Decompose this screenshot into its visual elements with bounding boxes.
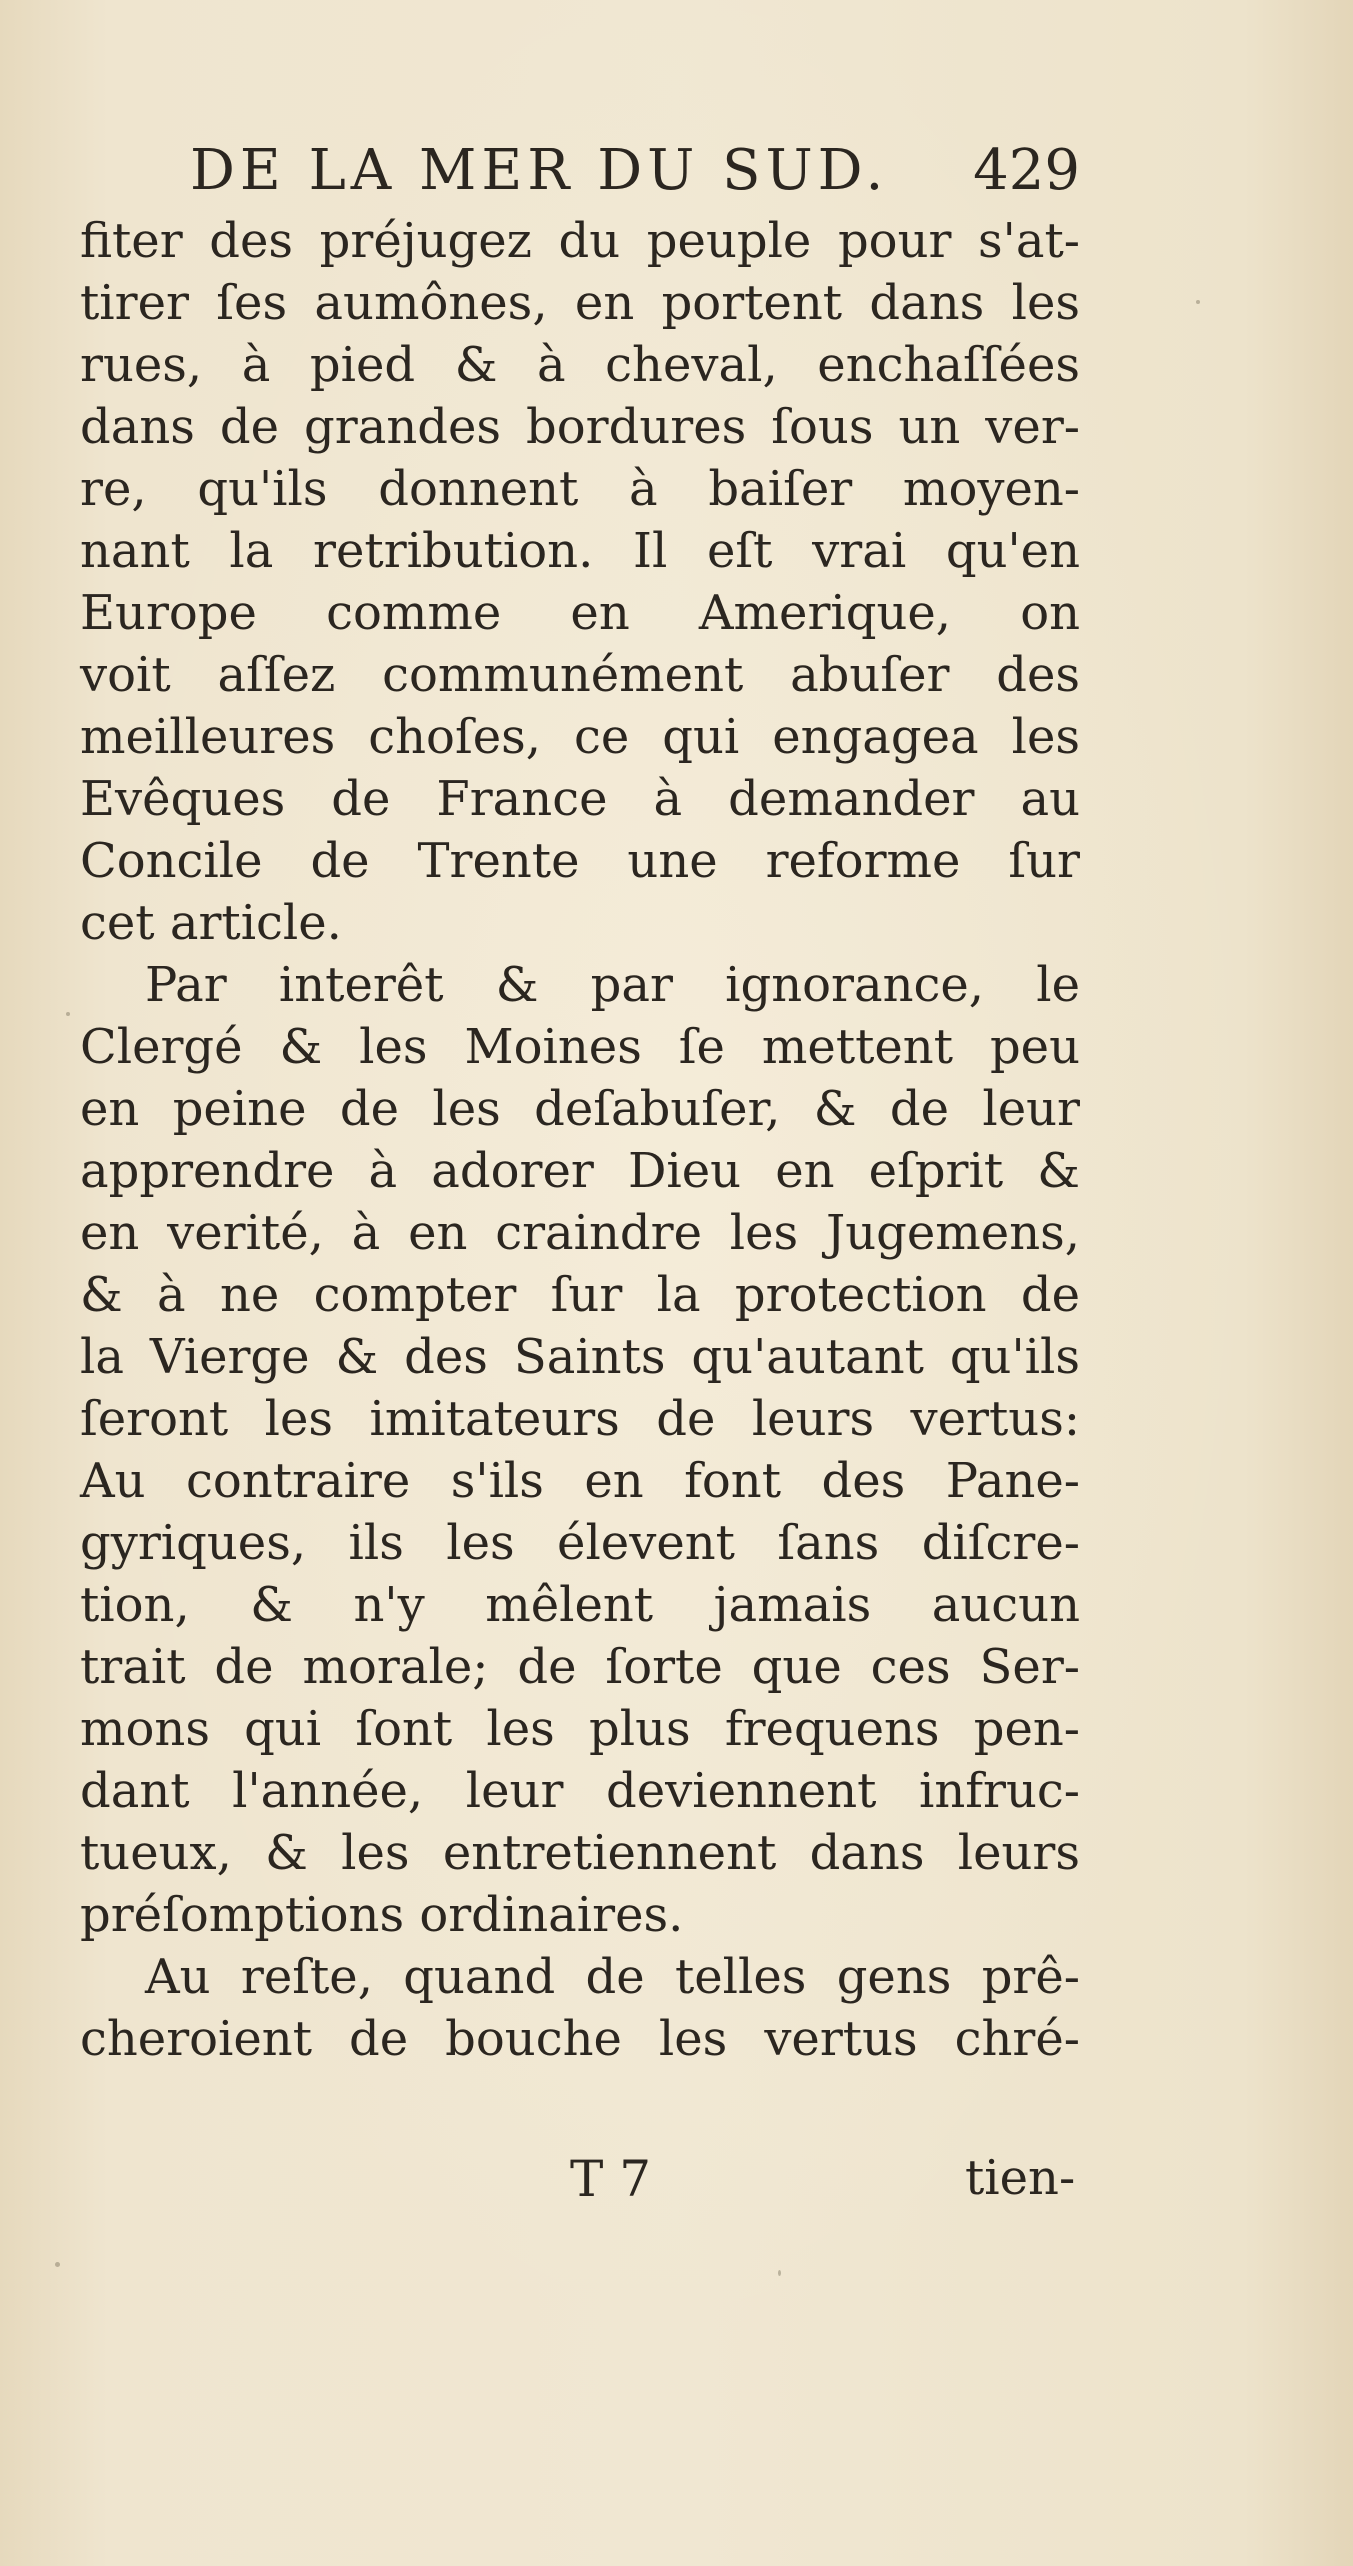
text-line: Concile de Trente une reforme ſur xyxy=(80,833,1080,889)
paper-speck xyxy=(55,2262,60,2267)
text-line: préſomptions ordinaires. xyxy=(80,1887,684,1943)
text-line: tirer ſes aumônes, en portent dans les xyxy=(80,275,1080,331)
text-line: dans de grandes bordures ſous un ver- xyxy=(80,399,1080,455)
page-header xyxy=(190,138,1080,208)
text-line: cheroient de bouche les vertus chré- xyxy=(80,2011,1080,2067)
text-line: tion, & n'y mêlent jamais aucun xyxy=(80,1577,1080,1633)
text-line: ſeront les imitateurs de leurs vertus: xyxy=(80,1391,1080,1447)
text-line: la Vierge & des Saints qu'autant qu'ils xyxy=(80,1329,1080,1385)
signature-mark: T 7 xyxy=(570,2150,652,2208)
text-line: apprendre à adorer Dieu en eſprit & xyxy=(80,1143,1080,1199)
text-line: tueux, & les entretiennent dans leurs xyxy=(80,1825,1080,1881)
page-footer xyxy=(0,2150,1353,2220)
text-line: dant l'année, leur deviennent infruc- xyxy=(80,1763,1080,1819)
text-line: fiter des préjugez du peuple pour s'at- xyxy=(80,213,1080,269)
catchword: tien- xyxy=(965,2150,1076,2206)
text-line: Au reſte, quand de telles gens prê- xyxy=(145,1949,1080,2005)
text-line: trait de morale; de ſorte que ces Ser- xyxy=(80,1639,1080,1695)
paper-speck xyxy=(1196,300,1200,304)
text-line: nant la retribution. Il eſt vrai qu'en xyxy=(80,523,1080,579)
text-line: en verité, à en craindre les Jugemens, xyxy=(80,1205,1080,1261)
text-line: meilleures choſes, ce qui engagea les xyxy=(80,709,1080,765)
text-line: voit aſſez communément abuſer des xyxy=(80,647,1080,703)
paper-speck xyxy=(778,2270,781,2276)
running-title: DE LA MER DU SUD. xyxy=(190,138,889,203)
text-line: en peine de les deſabuſer, & de leur xyxy=(80,1081,1080,1137)
text-line: & à ne compter ſur la protection de xyxy=(80,1267,1080,1323)
text-line: re, qu'ils donnent à baiſer moyen- xyxy=(80,461,1080,517)
text-line: Europe comme en Amerique, on xyxy=(80,585,1080,641)
paper-speck xyxy=(66,1012,70,1016)
text-line: Clergé & les Moines ſe mettent peu xyxy=(80,1019,1080,1075)
text-line: Au contraire s'ils en font des Pane- xyxy=(80,1453,1080,1509)
body-text xyxy=(80,210,1080,2070)
text-line: Par interêt & par ignorance, le xyxy=(145,957,1080,1013)
text-line: Evêques de France à demander au xyxy=(80,771,1080,827)
text-line: gyriques, ils les élevent ſans diſcre- xyxy=(80,1515,1080,1571)
text-line: mons qui ſont les plus frequens pen- xyxy=(80,1701,1080,1757)
page-number: 429 xyxy=(973,138,1080,203)
text-line: rues, à pied & à cheval, enchaſſées xyxy=(80,337,1080,393)
text-line: cet article. xyxy=(80,895,342,951)
